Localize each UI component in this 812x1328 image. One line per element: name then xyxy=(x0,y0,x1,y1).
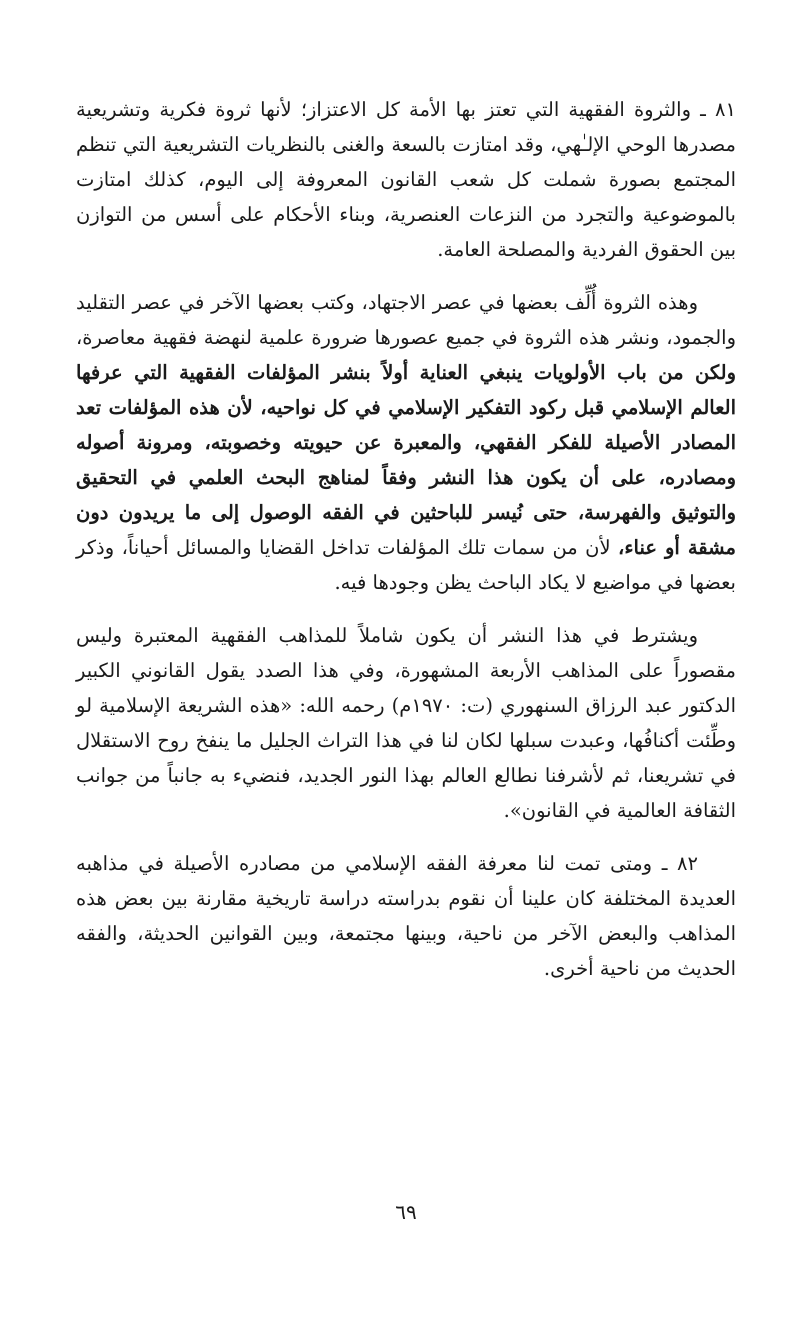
paragraph-81 xyxy=(76,92,736,267)
paragraph-wealth-intro: وهذه الثروة أُلِّف بعضها في عصر الاجتهاد، وكتب بعضها الآخر في عصر التقليد والجمود، ونشر هذه الثروة في جميع عصورها ضرورة علمية لنهضة فقهية معاصرة، xyxy=(76,291,736,349)
paragraph-82 xyxy=(76,846,736,986)
paragraph-sanhouri-quote xyxy=(76,618,736,828)
paragraph-81-text: ٨١ ـ والثروة الفقهية التي تعتز بها الأمة كل الاعتزاز؛ لأنها ثروة فكرية وتشريعية مصدرها الوحي الإلـٰهي، وقد امتازت بالسعة والغنى بالنظريات التشريعية التي تنظم المجتمع بصورة شملت كل شعب القانون المعروفة إلى اليوم، كذلك امتازت بالموضوعية والتجرد من النزعات العنصرية، وبناء الأحكام على أسس من التوازن بين الحقوق الفردية والمصلحة العامة. xyxy=(76,98,736,261)
paragraph-wealth-closing: لأن من سمات تلك المؤلفات تداخل القضايا والمسائل أحياناً، وذكر بعضها في مواضيع لا يكاد الباحث يظن وجودها فيه. xyxy=(76,536,736,594)
paragraph-wealth-publication xyxy=(76,285,736,600)
page-body xyxy=(76,92,736,986)
page-number: ٦٩ xyxy=(395,1200,417,1224)
paragraph-wealth-emphasis: ولكن من باب الأولويات ينبغي العناية أولاً بنشر المؤلفات الفقهية التي عرفها العالم الإسلامي قبل ركود التفكير الإسلامي في كل نواحيه، لأن هذه المؤلفات تعد المصادر الأصيلة للفكر الفقهي، والمعبرة عن حيويته وخصوبته، ومرونة أصوله ومصادره، على أن يكون هذا النشر وفقاً لمناهج البحث العلمي في التحقيق والتوثيق والفهرسة، حتى نُيسر للباحثين في الفقه الوصول إلى ما يريدون دون مشقة أو عناء، xyxy=(76,361,736,559)
paragraph-sanhouri-text: ويشترط في هذا النشر أن يكون شاملاً للمذاهب الفقهية المعتبرة وليس مقصوراً على المذاهب الأربعة المشهورة، وفي هذا الصدد يقول القانوني الكبير الدكتور عبد الرزاق السنهوري (ت: ١٩٧٠م) رحمه الله: «هذه الشريعة الإسلامية لو وطِّئت أكنافُها، وعبدت سبلها لكان لنا في هذا التراث الجليل ما ينفخ روح الاستقلال في تشريعنا، ثم لأشرفنا نطالع العالم بهذا النور الجديد، فنضيء به جانباً من جوانب الثقافة العالمية في القانون». xyxy=(76,624,736,822)
paragraph-82-text: ٨٢ ـ ومتى تمت لنا معرفة الفقه الإسلامي من مصادره الأصيلة في مذاهبه العديدة المختلفة كان علينا أن نقوم بدراسته دراسة تاريخية مقارنة بين بعض هذه المذاهب والبعض الآخر من ناحية، وبينها مجتمعة، وبين القوانين الحديثة، والفقه الحديث من ناحية أخرى. xyxy=(76,852,736,980)
